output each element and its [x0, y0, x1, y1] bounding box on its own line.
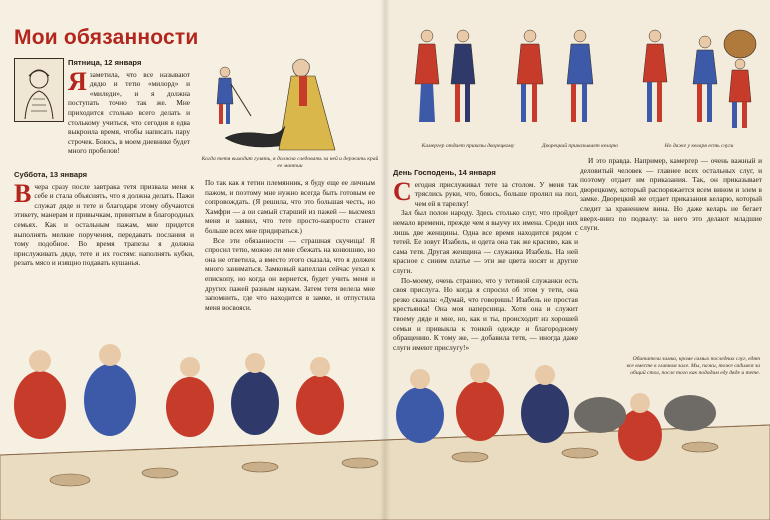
dance-illustration — [195, 46, 370, 154]
entry-heading: День Господень, 14 января — [393, 168, 496, 177]
caption-dance: Когда тетя выходит гулять, я должна следовать за ней и держать край ее мантии — [201, 156, 379, 169]
caption-cellarer: Но даже у келаря есть слуги — [664, 143, 734, 149]
entry-heading: Пятница, 12 января — [68, 58, 142, 67]
entry-paragraph: И это правда. Например, камергер — очень важный и деловитый человек — главнее всех остальных слуг, и поэтому отдает им приказания. Так, он приказывает дворецкому, который распоряжается всем вином и элем в замке. Дворецкий же отдает приказания келарю, который следит за хранением вина. Но даже келарь не бегает вверх-вниз по подвалу: за него это делают младшие слуги. — [580, 156, 762, 233]
servant-figure — [415, 30, 439, 122]
servants-illustration — [405, 22, 765, 142]
page-portrait-icon — [15, 59, 63, 121]
diary-entry-friday — [68, 58, 190, 156]
diary-entry-saturday — [14, 170, 194, 268]
page-title: Мои обязанности — [14, 26, 199, 49]
book-gutter — [380, 0, 390, 520]
caption-chamberlain: Камергер отдает приказы дворецкому — [421, 143, 515, 149]
entry-paragraph: По так как я тетин племянник, я буду еще ее личным пажом, и поэтому мне нужно всегда быть готовым ее сопровождать. (Я решила, что это большая честь, но Хамфри — а он самый старший из пажей — высмеял меня и заявил, что тете просто-напросто станет больше всех мне придираться.) — [205, 178, 375, 235]
page-portrait-sketch — [14, 58, 64, 122]
entry-paragraph: По-моему, очень странно, что у тетиной служанки есть своя прислуга. Но когда я спросил об этом у тети, она резко сказала: «Думай, что говоришь! Изабель не простая крестьянка! Она моя наперсница. Хотя она и служит твоему дяде и мне, но, как и ты, происходит из хорошей семьи и привыкла к тонкой одежде и благородному обращению. К тому же, — добавила тетя, — иногда даже слуги имеют прислугу!» — [393, 275, 578, 352]
entry-paragraph: Все эти обязанности — страшная скучища! Я спросил тетю, можно ли мне сбежать на конюшню, но она не ответила, а вместо этого сказала, что я должен много заниматься. Замковый капеллан сейчас уехал к епископу, но когда он вернется, будет учить меня и других пажей разным наукам. Затем тетя велела мне запомнить, где что находится в замке, и отпустила меня восвояси. — [205, 235, 375, 312]
drop-cap: С — [393, 176, 412, 206]
entry-heading: Суббота, 13 января — [14, 170, 88, 179]
entry-paragraph: Зал был полон народу. Здесь столько слуг, что пройдет немало времени, прежде чем я выучу их имена. Среди них лишь две женщины. Одна все время находится рядом с тетей. Ее зовут Изабель, и одета она так же красиво, как и сама тетя. Другая женщина — служанка Изабель. На ней красное с синим платье — эти же цвета носят и другие слуги. — [393, 208, 578, 275]
entry-text: егодня прислуживал тете за столом. У меня так тряслись руки, что, боюсь, больше пролил на пол, чем ей в тарелку! — [414, 179, 578, 208]
caption-butler: Дворецкий приказывает келарю — [542, 143, 618, 149]
entry-text: заметила, что все называют дядю и тетю «милорд» и «миледи», и я должна поступать точно так же. Мне приходится столько всего делать и столькому учиться, что сегодня я едва выкроила время, чтобы написать пару строчек. Боюсь, в моем дневнике будет много пробелов! — [68, 69, 190, 156]
entry-text: чера сразу после завтрака тетя призвала меня к себе и стала объяснять, что я должна делать. Пажи служат дяде и тете и благодаря этому обучаются этикету, манерам и привычкам, принятым в благородных семьях. Как и остальным пажам, мне придется выполнять мелкие поручения, передавать послания и тому подобное. Во время трапезы я должна прислуживать дяде, тете и их гостям: наполнять кубки, резать мясо и изящно подавать кушанья. — [14, 181, 194, 268]
diary-entry-sunday-continued — [580, 156, 762, 233]
caption-feast: Обитатели замка, кроме самых последних слуг, едят все вместе в главном зале. Мы, пажи, тоже садимся за общий стол, после того как подадим еду дяде и тете. — [626, 356, 760, 376]
diary-entry-saturday-continued — [205, 178, 375, 312]
drop-cap: Я — [68, 66, 87, 96]
drop-cap: В — [14, 178, 32, 208]
